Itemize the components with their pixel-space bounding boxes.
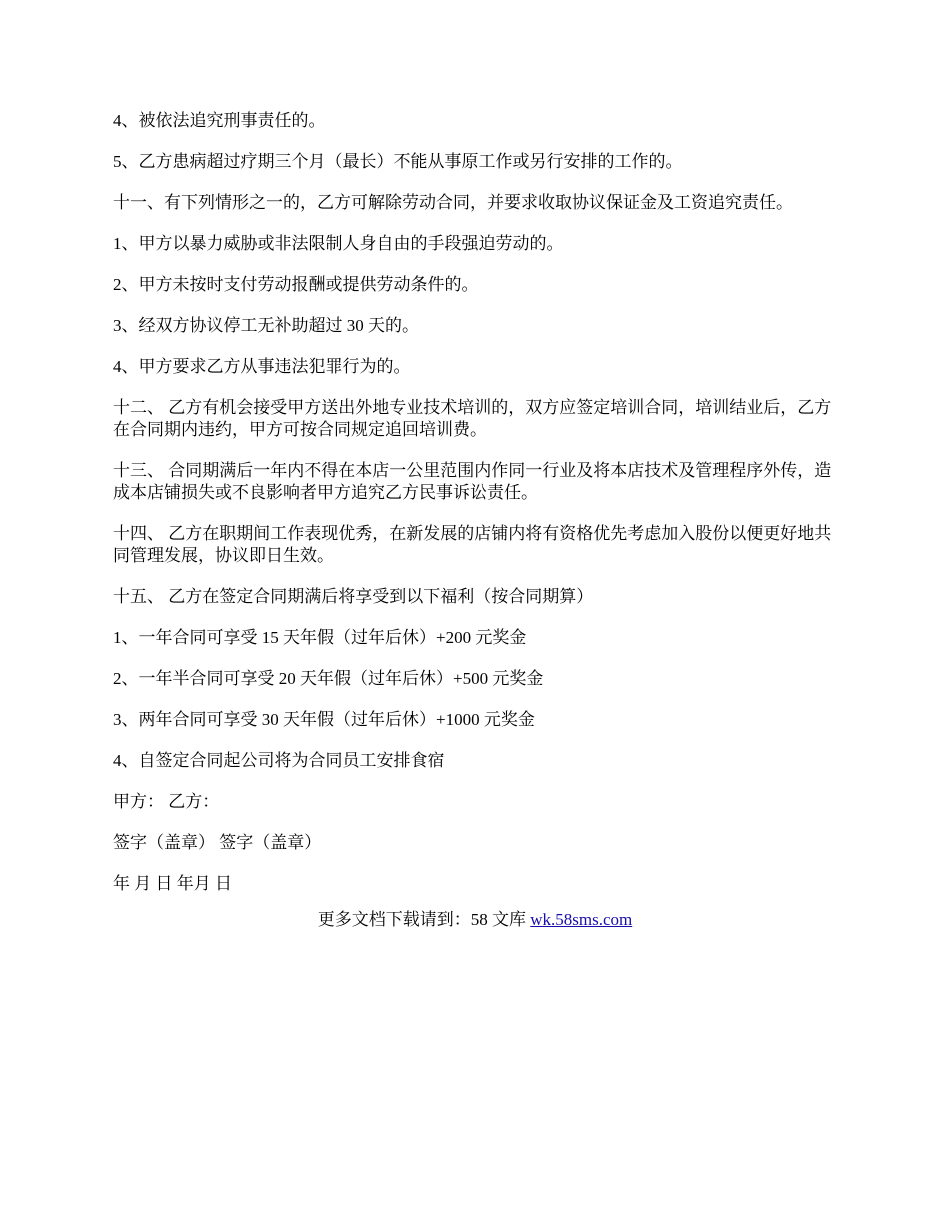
clause-15-item-1: 1、一年合同可享受 15 天年假（过年后休）+200 元奖金 <box>113 628 527 647</box>
clause-11-item-4: 4、甲方要求乙方从事违法犯罪行为的。 <box>113 357 411 376</box>
party-labels: 甲方： 乙方： <box>113 792 220 811</box>
clause-11-heading: 十一、有下列情形之一的，乙方可解除劳动合同，并要求收取协议保证金及工资追究责任。 <box>113 193 793 212</box>
clause-13: 十三、 合同期满后一年内不得在本店一公里范围内作同一行业及将本店技术及管理程序外传，造成本店铺损失或不良影响者甲方追究乙方民事诉讼责任。 <box>113 461 832 502</box>
footer-text: 更多文档下载请到：58 文库 <box>317 910 531 929</box>
footer-link[interactable]: wk.58sms.com <box>530 910 633 929</box>
clause-15-item-3: 3、两年合同可享受 30 天年假（过年后休）+1000 元奖金 <box>113 710 535 729</box>
clause-10-item-5: 5、乙方患病超过疗期三个月（最长）不能从事原工作或另行安排的工作的。 <box>113 152 683 171</box>
clause-12: 十二、 乙方有机会接受甲方送出外地专业技术培训的，双方应签定培训合同，培训结业后，乙方在合同期内违约，甲方可按合同规定追回培训费。 <box>113 398 832 439</box>
signature-labels: 签字（盖章） 签字（盖章） <box>113 833 322 852</box>
clause-15-item-4: 4、自签定合同起公司将为合同员工安排食宿 <box>113 751 445 770</box>
clause-11-item-2: 2、甲方未按时支付劳动报酬或提供劳动条件的。 <box>113 275 479 294</box>
document-body <box>113 110 833 914</box>
clause-14: 十四、 乙方在职期间工作表现优秀，在新发展的店铺内将有资格优先考虑加入股份以便更好地共同管理发展，协议即日生效。 <box>113 524 832 565</box>
clause-15-heading: 十五、 乙方在签定合同期满后将享受到以下福利（按合同期算） <box>113 587 594 606</box>
clause-11-item-1: 1、甲方以暴力威胁或非法限制人身自由的手段强迫劳动的。 <box>113 234 564 253</box>
clause-10-item-4: 4、被依法追究刑事责任的。 <box>113 111 326 130</box>
clause-15-item-2: 2、一年半合同可享受 20 天年假（过年后休）+500 元奖金 <box>113 669 544 688</box>
date-labels: 年 月 日 年月 日 <box>113 874 232 893</box>
clause-11-item-3: 3、经双方协议停工无补助超过 30 天的。 <box>113 316 419 335</box>
download-footer <box>0 909 950 931</box>
